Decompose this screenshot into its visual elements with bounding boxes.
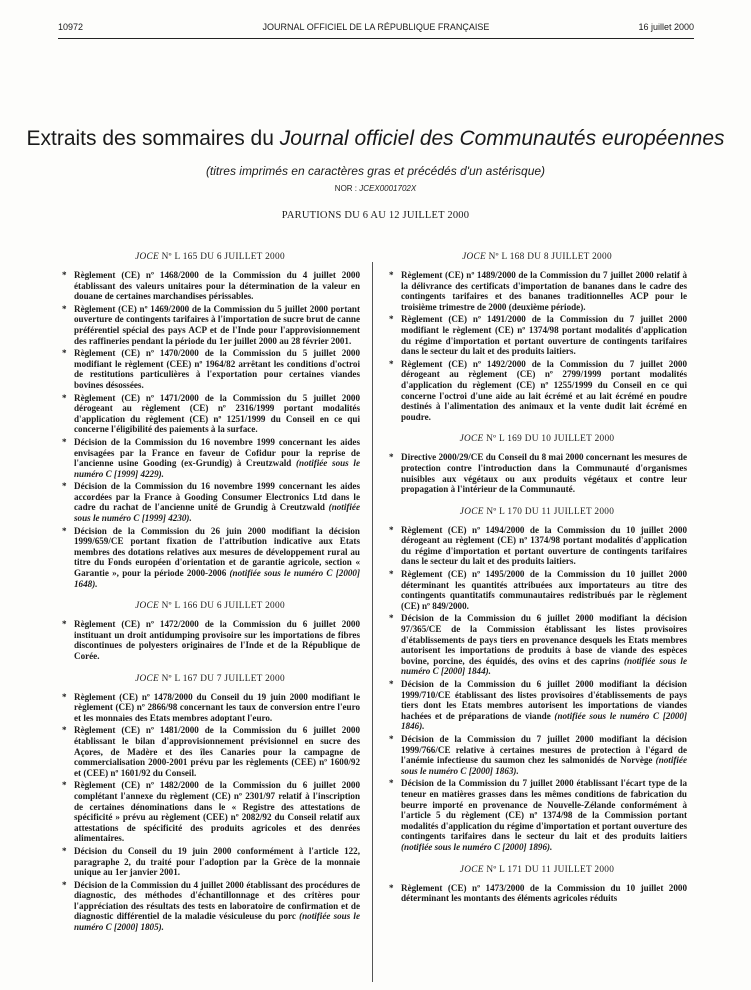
asterisk-marker: * [389, 733, 394, 744]
summary-entry [387, 734, 687, 776]
column-divider [372, 262, 373, 982]
nor-reference [0, 184, 751, 193]
summary-entry [60, 481, 360, 523]
summary-entry [60, 348, 360, 390]
summary-entry [387, 569, 687, 611]
asterisk-marker: * [62, 303, 67, 314]
summary-entry [60, 880, 360, 933]
journal-issue-heading [60, 601, 360, 611]
entry-text: Décision de la Commission du 16 novembre 1999 concernant les aides accordées par la France à Gooding Consumer Electronics Ltd dans le cadre du rachat de l'ancienne unité de Grundig à Creutzwald [74, 481, 360, 513]
summary-entry [60, 619, 360, 661]
summary-entry [387, 883, 687, 904]
entry-text: Règlement (CE) nº 1469/2000 de la Commission du 5 juillet 2000 portant ouverture de contingents tarifaires à l'importation de sucre brut de canne préférentiel spécial des pays ACP et de l'Inde pour l'approvisionnement des raffineries pendant la période du 1er juillet 2000 au 28 février 2001. [74, 303, 360, 346]
parutions-heading: PARUTIONS DU 6 AU 12 JUILLET 2000 [281, 210, 470, 221]
entry-text: Décision de la Commission du 6 juillet 2000 modifiant la décision 1999/710/CE établissant des listes provisoires d'établissements de pays tiers dont les Etats membres autorisent les importations de viandes hachées et de préparations de viande [401, 679, 687, 721]
journal-issue-heading [387, 252, 687, 262]
page-title [0, 127, 751, 151]
journal-issue-number: Nº L 170 DU 11 JUILLET 2000 [483, 506, 615, 517]
asterisk-marker: * [389, 358, 394, 369]
journal-issue-number: Nº L 167 DU 7 JUILLET 2000 [159, 673, 285, 684]
entry-notification: (notifiée sous le numéro C [2000] 1896). [401, 841, 553, 852]
entry-notification: (notifiée sous le numéro C [1999] 4230). [74, 502, 360, 524]
journal-issue-heading [387, 865, 687, 875]
entry-text: Décision de la Commission du 7 juillet 2000 modifiant la décision 1999/766/CE relative à certaines mesures de protection à l'égard de l'anémie infectieuse du saumon chez les salmonidés de Norvège [401, 733, 687, 766]
left-column [60, 240, 360, 935]
summary-entry [60, 270, 360, 302]
nor-label: NOR : [334, 184, 360, 193]
nor-value: JCEX0001702X [359, 184, 417, 193]
entry-text: Règlement (CE) nº 1471/2000 de la Commission du 5 juillet 2000 dérogeant au règlement (CE) nº 2316/1999 portant modalités d'application du règlement (CE) nº 1251/1999 du Conseil en ce qui concerne l'éligibilité des paiements à la surface. [74, 392, 360, 435]
entry-notification: (notifiée sous le numéro C [2000] 1648). [74, 568, 360, 589]
summary-entry [60, 725, 360, 778]
journal-abbrev: JOCE [462, 252, 487, 262]
summary-entry [387, 679, 687, 732]
journal-issue-number: Nº L 171 DU 11 JUILLET 2000 [483, 864, 615, 875]
header-rule [58, 38, 694, 39]
entry-text: Directive 2000/29/CE du Conseil du 8 mai 2000 concernant les mesures de protection contre l'introduction dans la Communauté d'organismes nuisibles aux végétaux ou aux produits végétaux et contre leur propagation à l'intérieur de la Communauté. [401, 452, 687, 495]
entry-text: Règlement (CE) nº 1478/2000 du Conseil du 19 juin 2000 modifiant le règlement (CE) nº 2866/98 concernant les taux de conversion entre l'euro et les monnaies des Etats membres adoptant l'euro. [74, 691, 360, 723]
entry-text: Règlement (CE) nº 1470/2000 de la Commission du 5 juillet 2000 modifiant le règlement (CEE) nº 1964/82 arrêtant les conditions d'octroi de restitutions particulières à l'exportation pour certaines viandes bovines désossées. [74, 348, 360, 390]
summary-entry [60, 846, 360, 878]
page-subtitle: (titres imprimés en caractères gras et précédés d'un astérisque) [205, 164, 546, 178]
journal-issue-heading [60, 252, 360, 262]
entry-notification: (notifiée sous le numéro C [2000] 1863). [401, 755, 687, 776]
page-title-text: Extraits des sommaires du [26, 127, 280, 150]
journal-abbrev: JOCE [135, 252, 160, 262]
asterisk-marker: * [62, 725, 67, 736]
asterisk-marker: * [62, 436, 67, 447]
journal-issue-heading [387, 434, 687, 444]
entry-notification: (notifiée sous le numéro C [2000] 1805). [74, 911, 360, 933]
journal-issue-number: Nº L 166 DU 6 JUILLET 2000 [159, 601, 285, 612]
asterisk-marker: * [62, 780, 67, 791]
journal-issue-number: Nº L 165 DU 6 JUILLET 2000 [159, 252, 285, 262]
page-title-emphasis: Journal officiel des Communautés européennes [279, 127, 725, 150]
summary-entry [387, 359, 687, 423]
asterisk-marker: * [389, 613, 394, 624]
summary-entry [387, 270, 687, 312]
entry-text: Décision du Conseil du 19 juin 2000 conformément à l'article 122, paragraphe 2, du traité pour l'adoption par la Grèce de la monnaie unique au 1er janvier 2001. [74, 845, 360, 878]
journal-issue-heading [60, 674, 360, 684]
summary-entry [60, 437, 360, 479]
summary-entry [387, 452, 687, 494]
asterisk-marker: * [389, 882, 394, 893]
journal-issue-heading [387, 507, 687, 517]
entry-text: Règlement (CE) nº 1468/2000 de la Commission du 4 juillet 2000 établissant des valeurs unitaires pour la détermination de la valeur en douane de certaines marchandises périssables. [74, 270, 360, 302]
asterisk-marker: * [389, 270, 394, 280]
asterisk-marker: * [389, 569, 394, 580]
entry-text: Règlement (CE) nº 1495/2000 de la Commission du 10 juillet 2000 déterminant les quantités attribuées aux importateurs au titre des contingents quantitatifs communautaires redistribués par le règlement (CE) nº 849/2000. [401, 569, 687, 611]
asterisk-marker: * [62, 845, 67, 856]
asterisk-marker: * [62, 525, 67, 536]
entry-text: Règlement (CE) nº 1482/2000 de la Commission du 6 juillet 2000 complétant l'annexe du règlement (CE) nº 2301/97 relatif à l'inscription de certaines dénominations dans le « Registre des attestations de spécificité » prévu au règlement (CEE) nº 2082/92 du Conseil relatif aux attestations de spécificité des produits agricoles et des denrées alimentaires. [74, 780, 360, 844]
summary-entry [60, 304, 360, 346]
summary-entry [60, 526, 360, 590]
summary-entry [387, 525, 687, 567]
asterisk-marker: * [62, 348, 67, 359]
asterisk-marker: * [389, 778, 394, 789]
asterisk-marker: * [62, 392, 67, 403]
asterisk-marker: * [62, 481, 67, 492]
entry-text: Décision de la Commission du 4 juillet 2000 établissant des procédures de diagnostic, des méthodes d'échantillonnage et des critères pour l'appréciation des résultats des tests en laboratoire de confirmation et de diagnostic différentiel de la maladie vésiculeuse du porc [74, 879, 360, 922]
entry-text: Décision de la Commission du 26 juin 2000 modifiant la décision 1999/659/CE portant fixation de l'attribution indicative aux Etats membres des dotations relatives aux mesures de développement rural au titre du Fonds européen d'orientation et de garantie agricole, section « Garantie », pour la période 2000-2006 [74, 525, 360, 579]
entry-text: Décision de la Commission du 16 novembre 1999 concernant les aides envisagées par la France en faveur de Cofidur pour la reprise de l'ancienne usine Gooding (ex-Grundig) à Creutzwald [74, 436, 360, 469]
entry-notification: (notifiée sous le numéro C [1999] 4229). [74, 458, 360, 479]
journal-issue-number: Nº L 169 DU 10 JUILLET 2000 [483, 434, 615, 445]
right-column [387, 240, 687, 906]
asterisk-marker: * [389, 524, 394, 535]
journal-issue-number: Nº L 168 DU 8 JUILLET 2000 [486, 252, 612, 262]
entry-notification: (notifiée sous le numéro C [2000] 1846). [401, 710, 687, 732]
journal-abbrev: JOCE [459, 506, 484, 517]
issue-date: 16 juillet 2000 [638, 22, 694, 32]
page-number: 10972 [58, 22, 84, 32]
asterisk-marker: * [62, 619, 67, 630]
summary-entry [387, 778, 687, 852]
entry-text: Règlement (CE) nº 1492/2000 de la Commission du 7 juillet 2000 dérogeant au règlement (CE) nº 2799/1999 portant modalités d'application du règlement (CE) nº 1255/1999 du Conseil en ce qui concerne l'octroi d'une aide au lait écrémé et au lait écrémé en poudre destinés à l'alimentation des animaux et la vente dudit lait écrémé en poudre. [401, 358, 687, 422]
journal-abbrev: JOCE [135, 601, 160, 612]
entry-text: Règlement (CE) nº 1489/2000 de la Commission du 7 juillet 2000 relatif à la délivrance des certificats d'importation de bananes dans le cadre des contingents tarifaires et des bananes traditionnelles ACP pour le troisième trimestre de 2000 (deuxième période). [401, 270, 687, 312]
summary-entry [387, 613, 687, 677]
entry-text: Règlement (CE) nº 1491/2000 de la Commission du 7 juillet 2000 modifiant le règlement (CE) nº 1374/98 portant modalités d'application du régime d'importation et portant ouverture de contingents tarifaires dans le secteur du lait et des produits laitiers. [401, 314, 687, 357]
entry-text: Règlement (CE) nº 1472/2000 de la Commission du 6 juillet 2000 instituant un droit antidumping provisoire sur les importations de fibres discontinues de polyesters originaires de l'Inde et de la République de Corée. [74, 619, 360, 661]
summary-entry [60, 780, 360, 844]
running-header [58, 22, 694, 36]
summary-entry [387, 314, 687, 356]
asterisk-marker: * [62, 879, 67, 890]
journal-abbrev: JOCE [459, 434, 484, 445]
entry-text: Décision de la Commission du 6 juillet 2000 modifiant la décision 97/365/CE de la Commission établissant les listes provisoires d'établissements de pays tiers en provenance desquels les Etats membres autorisent les importations de produits à base de viande des espèces bovine, porcine, des équidés, des ovins et des caprins [401, 613, 687, 666]
entry-text: Règlement (CE) nº 1494/2000 de la Commission du 10 juillet 2000 dérogeant au règlement (CE) nº 1374/98 portant modalités d'application du régime d'importation et portant ouverture de contingents tarifaires dans le secteur du lait et des produits laitiers. [401, 524, 687, 567]
entry-text: Règlement (CE) nº 1481/2000 de la Commission du 6 juillet 2000 établissant le bilan d'approvisionnement prévisionnel en sucre des Açores, de Madère et des îles Canaries pour la campagne de commercialisation 2000-2001 prévu par les règlements (CEE) nº 1600/92 et (CEE) nº 1601/92 du Conseil. [74, 725, 360, 778]
asterisk-marker: * [62, 270, 67, 280]
entry-notification: (notifiée sous le numéro C [2000] 1844). [401, 655, 687, 677]
summary-entry [60, 692, 360, 724]
asterisk-marker: * [389, 679, 394, 689]
journal-name: JOURNAL OFFICIEL DE LA RÉPUBLIQUE FRANÇAISE [262, 22, 490, 32]
asterisk-marker: * [389, 452, 394, 463]
summary-entry [60, 393, 360, 435]
entry-text: Décision de la Commission du 7 juillet 2000 établissant l'écart type de la teneur en matières grasses dans les mêmes conditions de fabrication du beurre importé en provenance de Nouvelle-Zélande conformément à l'article 5 du règlement (CE) nº 1374/98 de la Commission portant modalités d'application du régime d'importation et portant ouverture des contingents tarifaires dans le secteur du lait et des produits laitiers [401, 778, 687, 842]
journal-abbrev: JOCE [459, 864, 484, 875]
entry-text: Règlement (CE) nº 1473/2000 de la Commission du 10 juillet 2000 déterminant les montants des éléments agricoles réduits [401, 882, 687, 904]
journal-abbrev: JOCE [135, 673, 160, 684]
asterisk-marker: * [389, 314, 394, 325]
asterisk-marker: * [62, 691, 67, 702]
